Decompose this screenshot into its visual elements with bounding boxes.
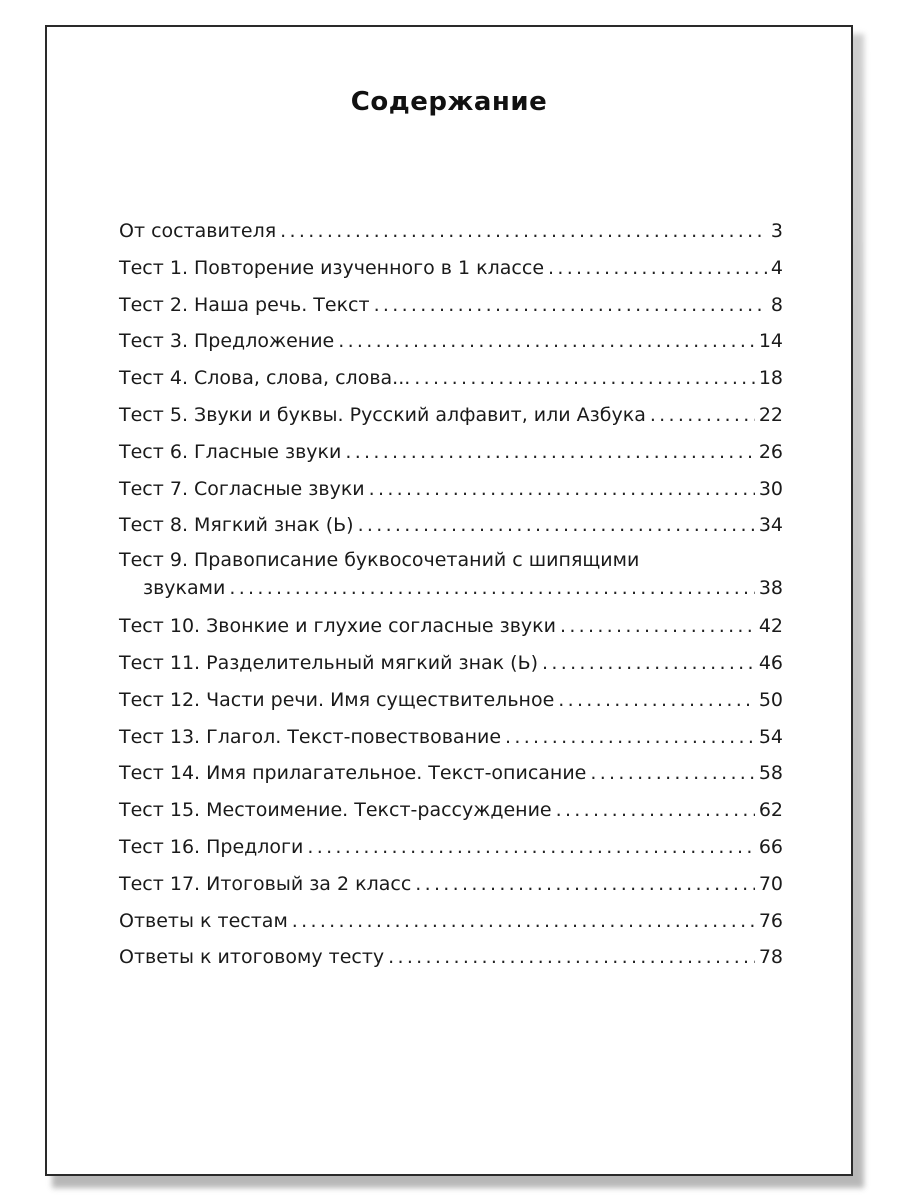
dot-leader bbox=[548, 252, 767, 284]
toc-entry[interactable] bbox=[119, 794, 783, 831]
dot-leader bbox=[590, 757, 754, 789]
toc-entry[interactable] bbox=[119, 509, 783, 546]
toc-entry-page: 38 bbox=[758, 577, 783, 600]
dot-leader bbox=[358, 509, 755, 541]
toc-entry-page: 46 bbox=[758, 651, 783, 674]
dot-leader bbox=[415, 868, 755, 900]
toc-entry[interactable] bbox=[119, 721, 783, 758]
toc-entry-page: 18 bbox=[758, 367, 783, 390]
toc-entry-label: Тест 8. Мягкий знак (Ь) bbox=[119, 514, 354, 537]
toc-entry-label: Тест 17. Итоговый за 2 класс bbox=[119, 872, 412, 895]
dot-leader bbox=[388, 941, 755, 973]
dot-leader bbox=[560, 610, 755, 642]
dot-leader bbox=[558, 684, 755, 716]
toc-entry-label: Ответы к итоговому тесту bbox=[119, 946, 385, 969]
toc-entry-label: Тест 1. Повторение изученного в 1 классе bbox=[119, 256, 545, 279]
toc-entry-page: 76 bbox=[758, 909, 783, 932]
toc-entry-page: 42 bbox=[758, 615, 783, 638]
toc-entry-page: 26 bbox=[758, 440, 783, 463]
toc-entry[interactable] bbox=[119, 610, 783, 647]
toc-entry-label: Тест 6. Гласные звуки bbox=[119, 440, 342, 463]
toc-entry-page: 14 bbox=[758, 330, 783, 353]
toc-entry-label: От составителя bbox=[119, 220, 277, 242]
toc-entry-label: Тест 7. Согласные звуки bbox=[119, 477, 365, 500]
toc-entry-page: 34 bbox=[758, 514, 783, 537]
dot-leader bbox=[650, 399, 755, 431]
toc-entry-label: Тест 15. Местоимение. Текст-рассуждение bbox=[119, 799, 552, 822]
dot-leader bbox=[280, 215, 767, 247]
toc-entry[interactable] bbox=[119, 252, 783, 289]
toc-entry-label: Тест 2. Наша речь. Текст bbox=[119, 293, 370, 316]
dot-leader bbox=[338, 325, 755, 357]
toc-entry-page: 70 bbox=[758, 872, 783, 895]
toc-entry-label: Тест 13. Глагол. Текст-повествование bbox=[119, 725, 502, 748]
toc-entry-page: 50 bbox=[758, 688, 783, 711]
toc-entry-label: Тест 9. Правописание буквосочетаний с шипящими bbox=[119, 549, 640, 572]
toc-entry[interactable] bbox=[119, 215, 783, 252]
toc-entry-label: Тест 3. Предложение bbox=[119, 330, 335, 353]
toc-entry[interactable] bbox=[119, 757, 783, 794]
toc-entry-continuation bbox=[119, 574, 783, 610]
toc-entry[interactable] bbox=[119, 647, 783, 684]
toc-entry[interactable] bbox=[119, 831, 783, 868]
toc-entry-page: 58 bbox=[758, 762, 783, 785]
toc-entry-label: Тест 12. Части речи. Имя существительное bbox=[119, 688, 555, 711]
dot-leader bbox=[505, 721, 755, 753]
toc-entry[interactable] bbox=[119, 399, 783, 436]
dot-leader bbox=[307, 831, 754, 863]
document-page bbox=[45, 25, 853, 1176]
toc-entry-page: 30 bbox=[758, 477, 783, 500]
toc-entry-label: Тест 5. Звуки и буквы. Русский алфавит, или Азбука bbox=[119, 403, 646, 426]
toc-entry-label: Тест 4. Слова, слова, слова... bbox=[119, 367, 411, 390]
toc-entry[interactable] bbox=[119, 436, 783, 473]
toc-entry[interactable] bbox=[119, 941, 783, 978]
dot-leader bbox=[369, 473, 755, 505]
dot-leader bbox=[542, 647, 755, 679]
toc-entry[interactable] bbox=[119, 325, 783, 362]
dot-leader bbox=[345, 436, 754, 468]
toc-entry[interactable] bbox=[119, 868, 783, 905]
toc-entry-page: 3 bbox=[770, 220, 783, 242]
dot-leader bbox=[556, 794, 755, 826]
dot-leader bbox=[374, 289, 767, 321]
toc-entry-page: 54 bbox=[758, 725, 783, 748]
toc-entry-page: 66 bbox=[758, 835, 783, 858]
toc-entry-page: 62 bbox=[758, 799, 783, 822]
page-title: Содержание bbox=[350, 87, 548, 117]
table-of-contents bbox=[119, 215, 783, 978]
toc-entry[interactable] bbox=[119, 684, 783, 721]
toc-entry[interactable] bbox=[119, 362, 783, 399]
toc-entry-page: 22 bbox=[758, 403, 783, 426]
dot-leader bbox=[292, 905, 755, 937]
toc-entry-label: Ответы к тестам bbox=[119, 909, 288, 932]
toc-entry-page: 78 bbox=[758, 946, 783, 969]
toc-entry[interactable] bbox=[119, 289, 783, 326]
toc-entry-page: 8 bbox=[770, 293, 783, 316]
toc-entry-label: Тест 16. Предлоги bbox=[119, 835, 304, 858]
toc-entry[interactable] bbox=[119, 546, 783, 610]
dot-leader bbox=[229, 574, 754, 602]
dot-leader bbox=[414, 362, 755, 394]
toc-entry-label: Тест 10. Звонкие и глухие согласные звуки bbox=[119, 615, 556, 638]
toc-entry-label: Тест 14. Имя прилагательное. Текст-описание bbox=[119, 762, 587, 785]
toc-entry-label-continued: звуками bbox=[143, 577, 226, 600]
toc-entry-label: Тест 11. Разделительный мягкий знак (Ь) bbox=[119, 651, 539, 674]
toc-entry-page: 4 bbox=[770, 256, 783, 279]
toc-entry[interactable] bbox=[119, 905, 783, 942]
toc-entry[interactable] bbox=[119, 473, 783, 510]
